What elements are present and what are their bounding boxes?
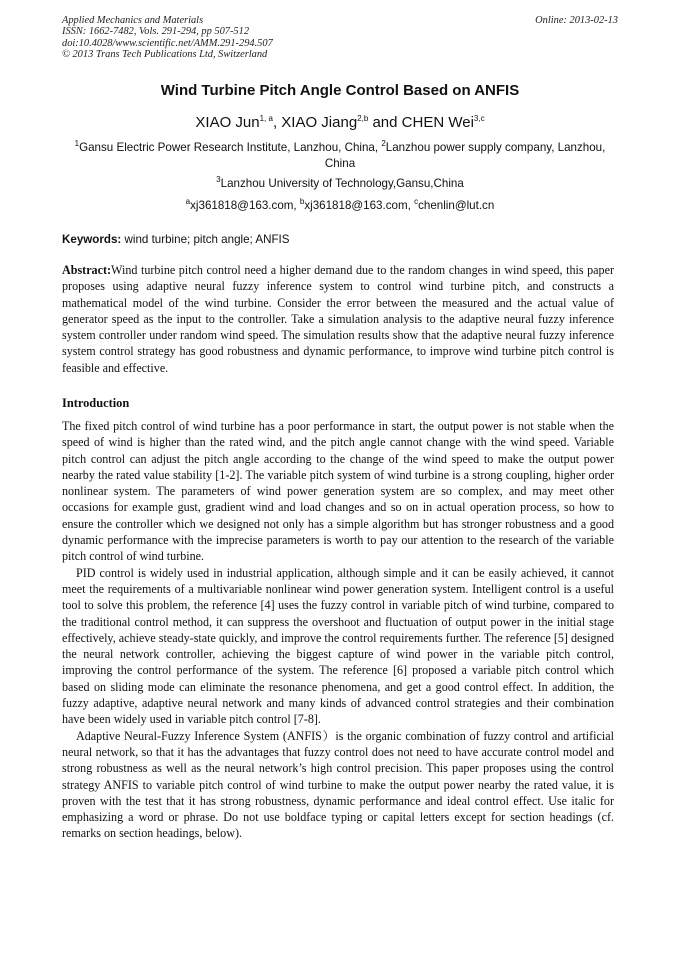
body-paragraph: PID control is widely used in industrial application, although simple and it can be easily achieved, it cannot meet the requirements of a multivariable nonlinear wind power generation system. Intelligent control is a useful tool to solve this problem, the reference [4] uses the fuzzy control in variable pitch of wind turbine, compared to the traditional control method, it can suppress the overshoot and fluctuation of output power in the initial stage effectively, achieve steady-state quickly, and improve the control requirements further. The reference [5] designed the neural network controller, achieving the biggest capture of wind power in the variable pitch control, improving the control performance of the system. The reference [6] proposed a variable pitch control which based on sliding mode can eliminate the resonance phenomena, and get a good control effect. In addition, the fuzzy adaptive, adaptive neural network and many kinds of advanced control strategies and their combination have been widely used in variable pitch control [7-8]. (62, 565, 614, 727)
email-sup: b (299, 197, 305, 207)
author-sup: 2,b (357, 114, 369, 123)
email-sup: a (185, 197, 191, 207)
affil-sup: 2 (381, 139, 386, 149)
author-sep: and (368, 114, 402, 131)
email-address: xj361818@163.com, (304, 199, 415, 212)
doi-line: doi:10.4028/www.scientific.net/AMM.291-294.507 (62, 37, 273, 49)
abstract-paragraph (62, 262, 614, 376)
journal-name: Applied Mechanics and Materials (62, 15, 204, 26)
author-name: XIAO Jiang (281, 114, 358, 131)
abstract-block (62, 262, 614, 376)
affil-sup: 1 (74, 139, 80, 149)
author-name: XIAO Jun (195, 114, 260, 131)
abstract-text: Wind turbine pitch control need a higher demand due to the random changes in wind speed, this paper proposes using adaptive neural fuzzy inference system to control wind turbine pitch, and constructs a mathematical model of the wind turbine. Consider the error between the measured and the actual value of generator speed as the input to the controller. Take a simulation analysis to the adaptive neural fuzzy inference system controller under random wind speed. The simulation results show that the adaptive neural fuzzy inference system control strategy has good robustness and dynamic performance, to improve wind turbine pitch control is feasible and effective. (62, 263, 614, 375)
author-name: CHEN Wei (401, 114, 474, 131)
body-paragraph: Adaptive Neural-Fuzzy Inference System (ANFIS）is the organic combination of fuzzy control and artificial neural network, so that it has the advantages that fuzzy control does not need to have accurate control model and strong robustness as well as the neural network’s high control precision. This paper proposes using the control strategy ANFIS to variable pitch control of wind turbine to make the output power nearby the rated value, it is proven with the test that it has strong robustness, dynamic performance and ideal control effect. Use italic for emphasizing a word or phrase. Do not use boldface typing or capital letters except for section headings (cf. remarks on section headings, below). (62, 728, 614, 841)
online-date: Online: 2013-02-13 (535, 15, 618, 26)
email-line (72, 198, 608, 214)
author-sep: , (272, 114, 282, 131)
abstract-label: Abstract: (62, 263, 112, 277)
journal-header (62, 15, 618, 61)
introduction-body (62, 418, 614, 842)
email-address: chenlin@lut.cn (418, 199, 495, 212)
issn-line: ISSN: 1662-7482, Vols. 291-294, pp 507-512 (62, 26, 250, 38)
affil-text: Lanzhou power supply company, Lanzhou, China (324, 141, 606, 170)
affiliation-1-2 (72, 140, 608, 172)
author-list (62, 114, 618, 131)
affil-sup: 3 (216, 175, 221, 185)
affil-text: Gansu Electric Power Research Institute, Lanzhou, China, (79, 141, 382, 154)
keywords-label: Keywords: (62, 233, 122, 246)
section-heading-introduction: Introduction (62, 396, 130, 410)
author-sup: 1, a (259, 114, 273, 123)
affiliation-3 (72, 176, 608, 192)
paper-title: Wind Turbine Pitch Angle Control Based on ANFIS (160, 82, 520, 99)
author-sup: 3,c (473, 114, 485, 123)
body-paragraph: The fixed pitch control of wind turbine has a poor performance in start, the output power is not stable when the speed of wind is higher than the rated wind, and the pitch angle cannot change with the wind speed. Variable pitch control can adjust the pitch angle according to the change of the wind speed to make the output power nearby the rated value stability [1-2]. The variable pitch system of wind turbine is a strong coupling, higher order nonlinear system. The parameters of wind power generation system are so complex, and may meet other occasions for example gust, gradient wind and load changes and so on in actual operation process, so how to ensure the controller which we designed not only has a simple algorithm but has stronger robustness and a good dynamic performance with the imprecise parameters is worth to pay our attention to the research of the variable pitch control of wind turbine. (62, 419, 614, 564)
keywords-line (62, 233, 618, 246)
email-sup: c (414, 197, 419, 207)
keywords-text: wind turbine; pitch angle; ANFIS (121, 233, 290, 246)
copyright-line: © 2013 Trans Tech Publications Ltd, Switzerland (62, 49, 268, 61)
affil-text: Lanzhou University of Technology,Gansu,China (220, 177, 464, 190)
email-address: xj361818@163.com, (190, 199, 300, 212)
